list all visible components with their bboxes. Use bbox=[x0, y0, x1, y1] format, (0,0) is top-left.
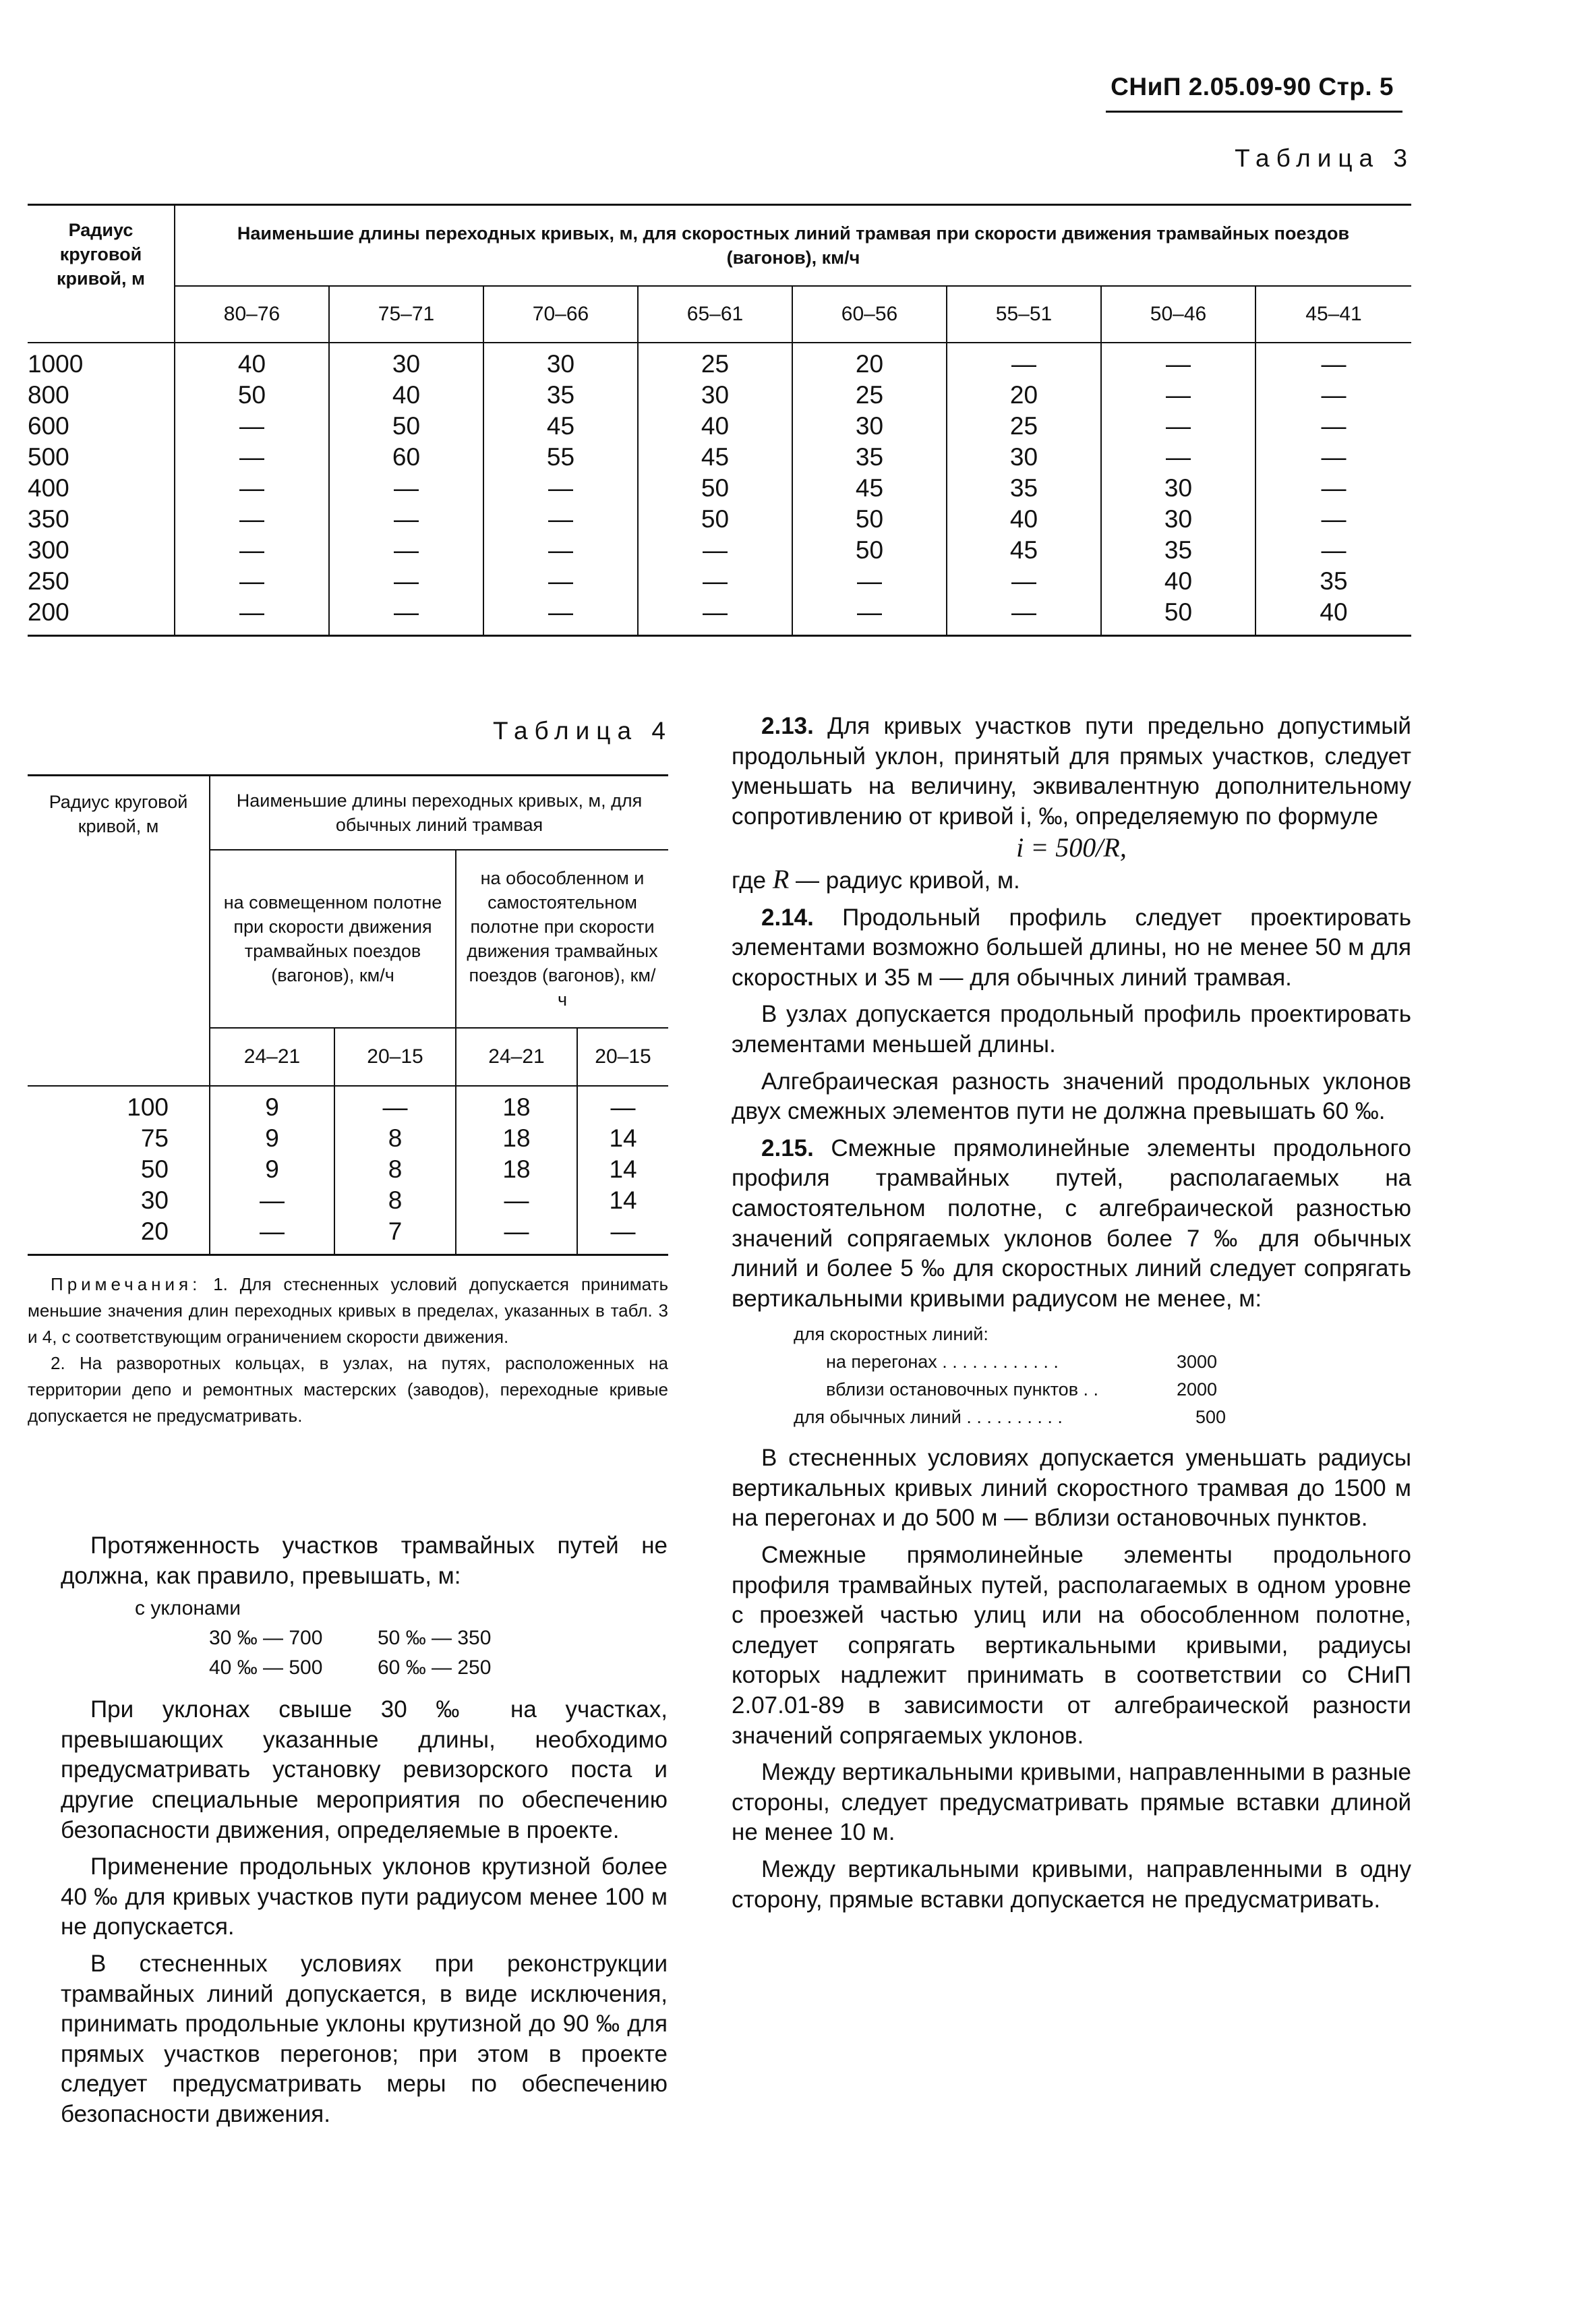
table4-radius-cell: 75 bbox=[140, 1124, 169, 1152]
clause-2-13: 2.13. Для кривых участков пути предельно допустимый продольный уклон, принятый для прямых участков, следует уменьшать на величину, эквивалентную дополнительному сопротивлению от кривой i, ‰, определяемую по формуле bbox=[732, 713, 1411, 830]
table3-cell: 25 bbox=[638, 343, 792, 380]
radius-list-item: для обычных линий . . . . . . . . . . 500 bbox=[794, 1407, 1226, 1428]
table4-speed-header: 24–21 bbox=[210, 1028, 334, 1086]
table3-cell: 50 bbox=[792, 535, 947, 566]
table3-cell: — bbox=[947, 566, 1101, 597]
table3-cell: 40 bbox=[175, 343, 329, 380]
table3-speed-header: 70–66 bbox=[483, 286, 638, 343]
table4-speed-header: 20–15 bbox=[577, 1028, 668, 1086]
paragraph-constrained-radii: В стесненных условиях допускается уменьшать радиусы вертикальных кривых линий скоростного трамвая до 1500 м на перегонах и до 500 м — вблизи остановочных пунктов. bbox=[732, 1445, 1411, 1532]
paragraph-revisor-post: При уклонах свыше 30 ‰ на участках, превышающих указанные длины, необходимо предусматривать установку ревизорского поста и другие специальные мероприятия по обеспечению безопасности движения, определяемые в проекте. bbox=[61, 1696, 668, 1843]
table3-speed-header: 80–76 bbox=[175, 286, 329, 343]
table-row bbox=[28, 1154, 668, 1185]
table4-caption: Таблица 4 bbox=[493, 717, 672, 745]
table3-radius-cell: 200 bbox=[28, 597, 175, 636]
table3-cell: 35 bbox=[1255, 566, 1411, 597]
notes-label: Примечания: bbox=[51, 1274, 202, 1294]
table3-speed-header: 55–51 bbox=[947, 286, 1101, 343]
table3-cell: 25 bbox=[792, 380, 947, 411]
clause-2-15-number: 2.15. bbox=[761, 1134, 814, 1161]
table4-cell: 18 bbox=[456, 1154, 577, 1185]
table3-cell: 30 bbox=[1101, 504, 1255, 535]
table3-radius-cell: 1000 bbox=[28, 349, 84, 378]
left-column bbox=[61, 1531, 668, 2137]
slope-list-label: с уклонами bbox=[135, 1597, 241, 1620]
table4-cell: — bbox=[210, 1185, 334, 1216]
table3-cell: 45 bbox=[792, 473, 947, 504]
table3-cell: 50 bbox=[638, 473, 792, 504]
table3-cell: 40 bbox=[1101, 566, 1255, 597]
table3-cell: — bbox=[1101, 411, 1255, 442]
table3-caption: Таблица 3 bbox=[1235, 144, 1414, 172]
radius-list-item: вблизи остановочных пунктов . . 2000 bbox=[826, 1379, 1218, 1400]
table4-cell: 18 bbox=[456, 1086, 577, 1123]
note-2: 2. На разворотных кольцах, в узлах, на путях, расположенных на территории депо и ремонтных мастерских (заводов), переходные кривые допускается не предусматривать. bbox=[28, 1353, 668, 1426]
table4-cell: — bbox=[577, 1216, 668, 1255]
table3-cell: 50 bbox=[329, 411, 483, 442]
table3-cell: — bbox=[638, 597, 792, 636]
table3-cell: 35 bbox=[1101, 535, 1255, 566]
table3-cell: — bbox=[175, 566, 329, 597]
table4-radius-cell: 50 bbox=[140, 1155, 169, 1183]
table3-cell: — bbox=[483, 504, 638, 535]
table3-cell: 55 bbox=[483, 442, 638, 473]
table3-speed-header: 45–41 bbox=[1255, 286, 1411, 343]
formula: i = 500/R, bbox=[1016, 832, 1127, 863]
table3-cell: 25 bbox=[947, 411, 1101, 442]
table4 bbox=[28, 774, 668, 1256]
table-row bbox=[28, 597, 1411, 636]
table3-cell: — bbox=[175, 535, 329, 566]
table3-cell: 50 bbox=[792, 504, 947, 535]
radius-list-item: на перегонах . . . . . . . . . . . . 3000 bbox=[826, 1352, 1218, 1373]
table3-cell: 40 bbox=[329, 380, 483, 411]
table3-cell: — bbox=[175, 504, 329, 535]
clause-2-14-number: 2.14. bbox=[761, 904, 814, 931]
table4-cell: 7 bbox=[334, 1216, 456, 1255]
table3-cell: 40 bbox=[947, 504, 1101, 535]
table3-cell: — bbox=[947, 597, 1101, 636]
table3-radius-cell: 250 bbox=[28, 567, 69, 595]
table3-cell: 35 bbox=[792, 442, 947, 473]
table3-speed-header: 50–46 bbox=[1101, 286, 1255, 343]
clause-2-15: 2.15. Смежные прямолинейные элементы продольного профиля трамвайных путей, располагаемых на самостоятельном полотне, с алгебраической разностью значений сопрягаемых уклонов более 7 ‰ для обычных линий и более 5 ‰ для скоростных линий следует сопрягать вертикальными кривыми радиусом не менее, м: bbox=[732, 1134, 1411, 1312]
table3-cell: 35 bbox=[947, 473, 1101, 504]
table3-cell: — bbox=[1101, 343, 1255, 380]
paragraph-length-limits: Протяженность участков трамвайных путей не должна, как правило, превышать, м: bbox=[61, 1532, 668, 1589]
table3-radius-cell: 350 bbox=[28, 504, 69, 533]
table3-cell: 30 bbox=[792, 411, 947, 442]
table4-cell: 9 bbox=[210, 1154, 334, 1185]
table3-cell: — bbox=[792, 597, 947, 636]
table4-cell: — bbox=[577, 1086, 668, 1123]
paragraph-nodes: В узлах допускается продольный профиль проектировать элементами меньшей длины. bbox=[732, 1001, 1411, 1058]
table3-cell: — bbox=[1255, 343, 1411, 380]
table3-cell: 30 bbox=[1101, 473, 1255, 504]
table3-cell: — bbox=[175, 411, 329, 442]
table4-cell: 14 bbox=[577, 1123, 668, 1154]
table3-cell: 30 bbox=[329, 343, 483, 380]
table4-speed-header: 24–21 bbox=[456, 1028, 577, 1086]
table4-header-separate-track: на обособленном и самостоятельном полотне при скорости движения трамвайных поездов (вагонов), км/ч bbox=[456, 850, 668, 1028]
table-row bbox=[28, 411, 1411, 442]
table4-cell: 9 bbox=[210, 1123, 334, 1154]
note-1: Примечания: 1. Для стесненных условий допускается принимать меньшие значения длин переходных кривых в пределах, указанных в табл. 3 и 4, с соответствующим ограничением скорости движения. bbox=[28, 1274, 668, 1347]
table4-header-combined-track: на совмещенном полотне при скорости движения трамвайных поездов (вагонов), км/ч bbox=[210, 850, 456, 1028]
table3-cell: — bbox=[483, 473, 638, 504]
table3-cell: 50 bbox=[175, 380, 329, 411]
right-column bbox=[732, 712, 1411, 1922]
table3-cell: 30 bbox=[638, 380, 792, 411]
table4-cell: — bbox=[210, 1216, 334, 1255]
table3 bbox=[28, 204, 1411, 637]
table3-cell: — bbox=[175, 473, 329, 504]
table3-cell: — bbox=[1255, 535, 1411, 566]
table3-cell: — bbox=[175, 597, 329, 636]
table3-cell: 50 bbox=[1101, 597, 1255, 636]
table-row bbox=[28, 566, 1411, 597]
table3-cell: — bbox=[1255, 504, 1411, 535]
paragraph-opposite-curves: Между вертикальными кривыми, направленными в разные стороны, следует предусматривать прямые вставки длиной не менее 10 м. bbox=[732, 1759, 1411, 1846]
table3-cell: — bbox=[947, 343, 1101, 380]
table3-cell: 35 bbox=[483, 380, 638, 411]
table3-header-span: Наименьшие длины переходных кривых, м, для скоростных линий трамвая при скорости движения трамвайных поездов (вагонов), км/ч bbox=[175, 205, 1411, 286]
table3-cell: — bbox=[483, 535, 638, 566]
table4-radius-cell: 100 bbox=[127, 1093, 169, 1121]
table4-radius-cell: 20 bbox=[28, 1216, 210, 1255]
table3-cell: — bbox=[1255, 473, 1411, 504]
radius-list bbox=[794, 1321, 1411, 1431]
table4-cell: 14 bbox=[577, 1185, 668, 1216]
table4-speed-header: 20–15 bbox=[334, 1028, 456, 1086]
formula-legend: где R — радиус кривой, м. bbox=[732, 863, 1020, 894]
table4-cell: — bbox=[456, 1185, 577, 1216]
clause-2-14: 2.14. Продольный профиль следует проектировать элементами возможно большей длины, но не менее 50 м для скоростных и 35 м — для обычных линий трамвая. bbox=[732, 904, 1411, 991]
table3-cell: 20 bbox=[792, 343, 947, 380]
table3-cell: — bbox=[329, 473, 483, 504]
table3-radius-cell: 600 bbox=[28, 411, 69, 440]
paragraph-slope-40: Применение продольных уклонов крутизной более 40 ‰ для кривых участков пути радиусом менее 100 м не допускается. bbox=[61, 1853, 668, 1940]
paragraph-same-direction-curves: Между вертикальными кривыми, направленными в одну сторону, прямые вставки допускается не предусматривать. bbox=[732, 1856, 1411, 1913]
table3-cell: 45 bbox=[483, 411, 638, 442]
table3-cell: — bbox=[1255, 411, 1411, 442]
table3-cell: — bbox=[329, 566, 483, 597]
table4-radius-cell: 30 bbox=[140, 1186, 169, 1214]
table3-header-radius: Радиус круговой кривой, м bbox=[28, 205, 175, 343]
table4-cell: — bbox=[334, 1086, 456, 1123]
table3-speed-header: 75–71 bbox=[329, 286, 483, 343]
table3-cell: — bbox=[329, 535, 483, 566]
table3-cell: — bbox=[483, 566, 638, 597]
slope-row-1: 30 ‰ — 700 50 ‰ — 350 bbox=[209, 1627, 492, 1650]
table3-radius-cell: 800 bbox=[28, 380, 69, 409]
table3-cell: 40 bbox=[638, 411, 792, 442]
table3-cell: — bbox=[329, 504, 483, 535]
table4-header-radius: Радиус круговой кривой, м bbox=[28, 776, 210, 1086]
table3-cell: — bbox=[638, 535, 792, 566]
table4-cell: — bbox=[456, 1216, 577, 1255]
table3-radius-cell: 400 bbox=[28, 473, 69, 502]
table3-cell: — bbox=[792, 566, 947, 597]
table3-speed-header: 65–61 bbox=[638, 286, 792, 343]
table3-radius-cell: 500 bbox=[28, 442, 69, 471]
table-row bbox=[28, 473, 1411, 504]
table-row bbox=[28, 1216, 668, 1255]
table4-cell: 8 bbox=[334, 1123, 456, 1154]
table3-cell: — bbox=[1255, 442, 1411, 473]
table3-cell: — bbox=[1101, 380, 1255, 411]
table3-cell: 30 bbox=[947, 442, 1101, 473]
header-rule bbox=[1106, 111, 1402, 113]
table3-cell: 45 bbox=[638, 442, 792, 473]
table3-cell: 50 bbox=[638, 504, 792, 535]
table3-cell: — bbox=[175, 442, 329, 473]
table-row bbox=[28, 343, 1411, 380]
table3-cell: 45 bbox=[947, 535, 1101, 566]
table-row bbox=[28, 380, 1411, 411]
table-row bbox=[28, 1123, 668, 1154]
table-row bbox=[28, 442, 1411, 473]
table-row bbox=[28, 535, 1411, 566]
table3-cell: — bbox=[1255, 380, 1411, 411]
table3-radius-cell: 300 bbox=[28, 536, 69, 564]
table3-cell: — bbox=[483, 597, 638, 636]
table4-cell: 8 bbox=[334, 1185, 456, 1216]
table4-cell: 8 bbox=[334, 1154, 456, 1185]
slope-list bbox=[135, 1594, 668, 1683]
table4-cell: 14 bbox=[577, 1154, 668, 1185]
clause-2-13-number: 2.13. bbox=[761, 713, 814, 739]
table3-cell: — bbox=[329, 597, 483, 636]
table4-cell: 9 bbox=[210, 1086, 334, 1123]
radius-list-heading: для скоростных линий: bbox=[794, 1324, 988, 1345]
table-row bbox=[28, 1086, 668, 1123]
table-notes bbox=[28, 1271, 668, 1429]
table3-cell: 30 bbox=[483, 343, 638, 380]
document-reference: СНиП 2.05.09-90 Стр. 5 bbox=[1111, 73, 1394, 100]
table-row bbox=[28, 504, 1411, 535]
table3-cell: — bbox=[638, 566, 792, 597]
table3-cell: 40 bbox=[1255, 597, 1411, 636]
table3-speed-header: 60–56 bbox=[792, 286, 947, 343]
table-row bbox=[28, 1185, 668, 1216]
paragraph-reconstruction: В стесненных условиях при реконструкции трамвайных линий допускается, в виде исключения, принимать продольные уклоны крутизной до 90 ‰ для прямых участков перегонов; при этом в проекте следует предусматривать меры по обеспечению безопасности движения. bbox=[61, 1950, 668, 2127]
table4-cell: 18 bbox=[456, 1123, 577, 1154]
paragraph-street-level: Смежные прямолинейные элементы продольного профиля трамвайных путей, располагаемых в одном уровне с проезжей частью улиц или на обособленном полотне, следует сопрягать вертикальными кривыми, радиусы которых надлежит принимать в соответствии со СНиП 2.07.01-89 в зависимости от алгебраической разности значений сопрягаемых уклонов. bbox=[732, 1542, 1411, 1749]
table3-cell: — bbox=[1101, 442, 1255, 473]
paragraph-algebraic-difference: Алгебраическая разность значений продольных уклонов двух смежных элементов пути не должна превышать 60 ‰. bbox=[732, 1068, 1411, 1125]
slope-row-2: 40 ‰ — 500 60 ‰ — 250 bbox=[209, 1656, 492, 1679]
table3-cell: 20 bbox=[947, 380, 1101, 411]
table4-header-span: Наименьшие длины переходных кривых, м, для обычных линий трамвая bbox=[210, 776, 668, 850]
table3-cell: 60 bbox=[329, 442, 483, 473]
